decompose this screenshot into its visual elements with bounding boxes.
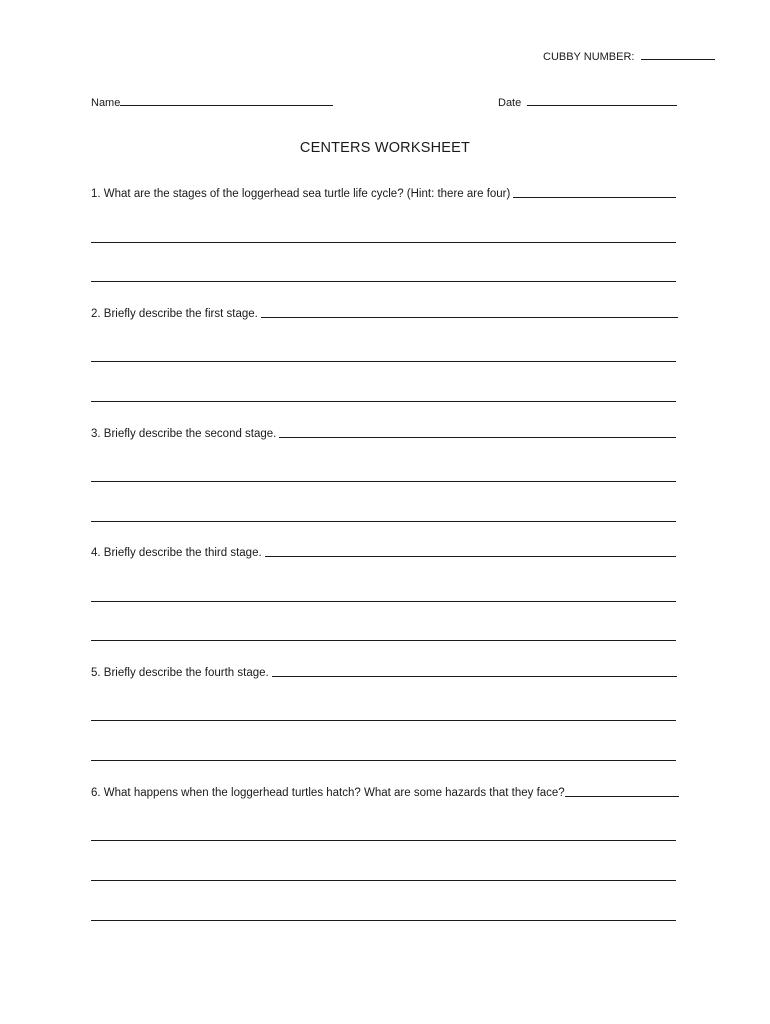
question-2-answer-blank[interactable] (261, 317, 678, 318)
page-title: CENTERS WORKSHEET (299, 140, 471, 156)
answer-line[interactable] (91, 601, 676, 602)
question-6 (91, 787, 679, 799)
question-5-text: 5. Briefly describe the fourth stage. (91, 667, 269, 679)
date-blank[interactable] (527, 94, 677, 106)
name-label: Name (91, 97, 121, 109)
date-row (498, 94, 677, 109)
question-5-answer-blank[interactable] (272, 676, 677, 677)
name-row (91, 94, 333, 109)
answer-line[interactable] (91, 521, 676, 522)
question-4 (91, 547, 676, 559)
question-4-text: 4. Briefly describe the third stage. (91, 547, 262, 559)
answer-line[interactable] (91, 720, 676, 721)
cubby-number-row (543, 48, 715, 63)
question-4-answer-blank[interactable] (265, 556, 676, 557)
question-2 (91, 308, 678, 320)
name-blank[interactable] (120, 94, 333, 106)
date-label: Date (498, 97, 522, 109)
answer-line[interactable] (91, 840, 676, 841)
answer-line[interactable] (91, 880, 676, 881)
question-3 (91, 428, 676, 440)
question-1-text: 1. What are the stages of the loggerhead sea turtle life cycle? (Hint: there are four) (91, 188, 511, 200)
answer-line[interactable] (91, 361, 676, 362)
cubby-number-label: CUBBY NUMBER: (543, 51, 635, 63)
answer-line[interactable] (91, 481, 676, 482)
question-6-text: 6. What happens when the loggerhead turtles hatch? What are some hazards that they face? (91, 787, 565, 799)
question-3-text: 3. Briefly describe the second stage. (91, 428, 277, 440)
question-3-answer-blank[interactable] (279, 437, 676, 438)
question-2-text: 2. Briefly describe the first stage. (91, 308, 258, 320)
answer-line[interactable] (91, 281, 676, 282)
answer-line[interactable] (91, 640, 676, 641)
cubby-number-blank[interactable] (641, 48, 715, 60)
answer-line[interactable] (91, 920, 676, 921)
question-1-answer-blank[interactable] (513, 197, 676, 198)
question-5 (91, 667, 677, 679)
answer-line[interactable] (91, 401, 676, 402)
answer-line[interactable] (91, 242, 676, 243)
question-1 (91, 188, 676, 200)
answer-line[interactable] (91, 760, 676, 761)
question-6-answer-blank[interactable] (565, 796, 679, 797)
